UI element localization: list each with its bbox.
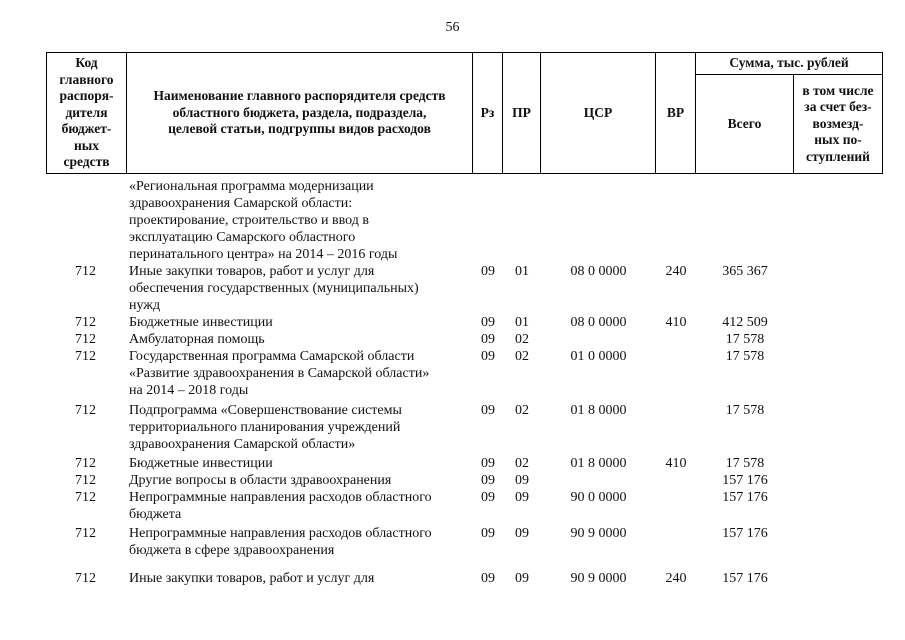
cell-name: Непрограммные направления расходов областного бюджета в сфере здравоохранения [129, 526, 432, 558]
cell-pr: 09 [515, 526, 529, 541]
header-sum-group: Сумма, тыс. рублей [729, 55, 849, 71]
header-border-right [882, 52, 883, 174]
cell-pr: 01 [515, 315, 529, 330]
page-number: 56 [445, 20, 460, 35]
cell-kod: 712 [75, 571, 96, 586]
cell-csr: 01 8 0000 [570, 403, 627, 418]
cell-rz: 09 [481, 349, 495, 364]
cell-rz: 09 [481, 264, 495, 279]
cell-pr: 09 [515, 473, 529, 488]
cell-csr: 90 0 0000 [570, 490, 627, 505]
cell-rz: 09 [481, 456, 495, 471]
cell-csr: 08 0 0000 [570, 315, 627, 330]
cell-pr: 09 [515, 571, 529, 586]
table-row [0, 570, 905, 587]
table-row [0, 314, 905, 331]
header-sum-total: Всего [727, 115, 762, 131]
cell-name: Непрограммные направления расходов областного бюджета [129, 490, 432, 522]
cell-kod: 712 [75, 456, 96, 471]
table-row [0, 402, 905, 455]
header-vr: ВР [666, 104, 685, 120]
cell-kod: 712 [75, 526, 96, 541]
cell-pr: 02 [515, 403, 529, 418]
cell-csr: 01 0 0000 [570, 349, 627, 364]
header-sum-free: в том числе за счет без- возмезд- ных по- ступлений [802, 82, 874, 164]
table-body [0, 178, 905, 587]
cell-name: Бюджетные инвестиции [129, 315, 273, 330]
cell-kod: 712 [75, 349, 96, 364]
cell-pr: 02 [515, 349, 529, 364]
header-pr: ПР [512, 104, 531, 120]
cell-sum: 17 578 [725, 456, 765, 471]
cell-sum: 157 176 [722, 490, 768, 505]
cell-sum: 17 578 [725, 403, 765, 418]
cell-rz: 09 [481, 473, 495, 488]
cell-sum: 412 509 [722, 315, 768, 330]
cell-sum: 157 176 [722, 473, 768, 488]
cell-name: Государственная программа Самарской области «Развитие здравоохранения в Самарской области» на 2014 – 2018 годы [129, 349, 430, 398]
header-kod: Код главного распоря- дителя бюджет- ных средств [59, 55, 114, 170]
cell-kod: 712 [75, 264, 96, 279]
cell-name: Другие вопросы в области здравоохранения [129, 473, 392, 488]
cell-rz: 09 [481, 526, 495, 541]
cell-name: Бюджетные инвестиции [129, 456, 273, 471]
cell-rz: 09 [481, 332, 495, 347]
cell-csr: 08 0 0000 [570, 264, 627, 279]
header-rz: Рз [480, 104, 495, 120]
cell-pr: 01 [515, 264, 529, 279]
header-name: Наименование главного распорядителя средств областного бюджета, раздела, подраздела, целевой статьи, подгруппы видов расходов [153, 88, 446, 137]
cell-sum: 365 367 [722, 264, 768, 279]
cell-sum: 157 176 [722, 526, 768, 541]
table-row [0, 472, 905, 489]
cell-pr: 02 [515, 332, 529, 347]
cell-pr: 02 [515, 456, 529, 471]
table-header [46, 52, 883, 174]
header-border-bottom [46, 173, 883, 174]
cell-vr: 240 [665, 571, 687, 586]
cell-name: Иные закупки товаров, работ и услуг для [129, 571, 375, 586]
cell-csr: 90 9 0000 [570, 571, 627, 586]
table-row [0, 525, 905, 570]
cell-rz: 09 [481, 490, 495, 505]
cell-name: Иные закупки товаров, работ и услуг для обеспечения государственных (муниципальных) нужд [129, 264, 419, 313]
cell-rz: 09 [481, 571, 495, 586]
cell-kod: 712 [75, 473, 96, 488]
cell-kod: 712 [75, 315, 96, 330]
cell-pr: 09 [515, 490, 529, 505]
cell-name: «Региональная программа модернизации здравоохранения Самарской области: проектирование, строительство и ввод в эксплуатацию Самарского областного перинатального центра» на 2014 – 2016 годы [129, 179, 398, 262]
table-row [0, 455, 905, 472]
cell-name: Амбулаторная помощь [129, 332, 265, 347]
table-row [0, 348, 905, 402]
cell-kod: 712 [75, 490, 96, 505]
table-row [0, 263, 905, 314]
cell-vr: 240 [665, 264, 687, 279]
cell-vr: 410 [665, 456, 687, 471]
cell-sum: 17 578 [725, 332, 765, 347]
cell-sum: 17 578 [725, 349, 765, 364]
cell-csr: 90 9 0000 [570, 526, 627, 541]
cell-sum: 157 176 [722, 571, 768, 586]
table-row [0, 489, 905, 525]
cell-rz: 09 [481, 315, 495, 330]
table-row [0, 331, 905, 348]
cell-kod: 712 [75, 403, 96, 418]
header-csr: ЦСР [583, 104, 613, 120]
cell-kod: 712 [75, 332, 96, 347]
cell-name: Подпрограмма «Совершенствование системы территориального планирования учреждений здравоохранения Самарской области» [129, 403, 402, 452]
cell-rz: 09 [481, 403, 495, 418]
cell-csr: 01 8 0000 [570, 456, 627, 471]
cell-vr: 410 [665, 315, 687, 330]
table-row [0, 178, 905, 263]
